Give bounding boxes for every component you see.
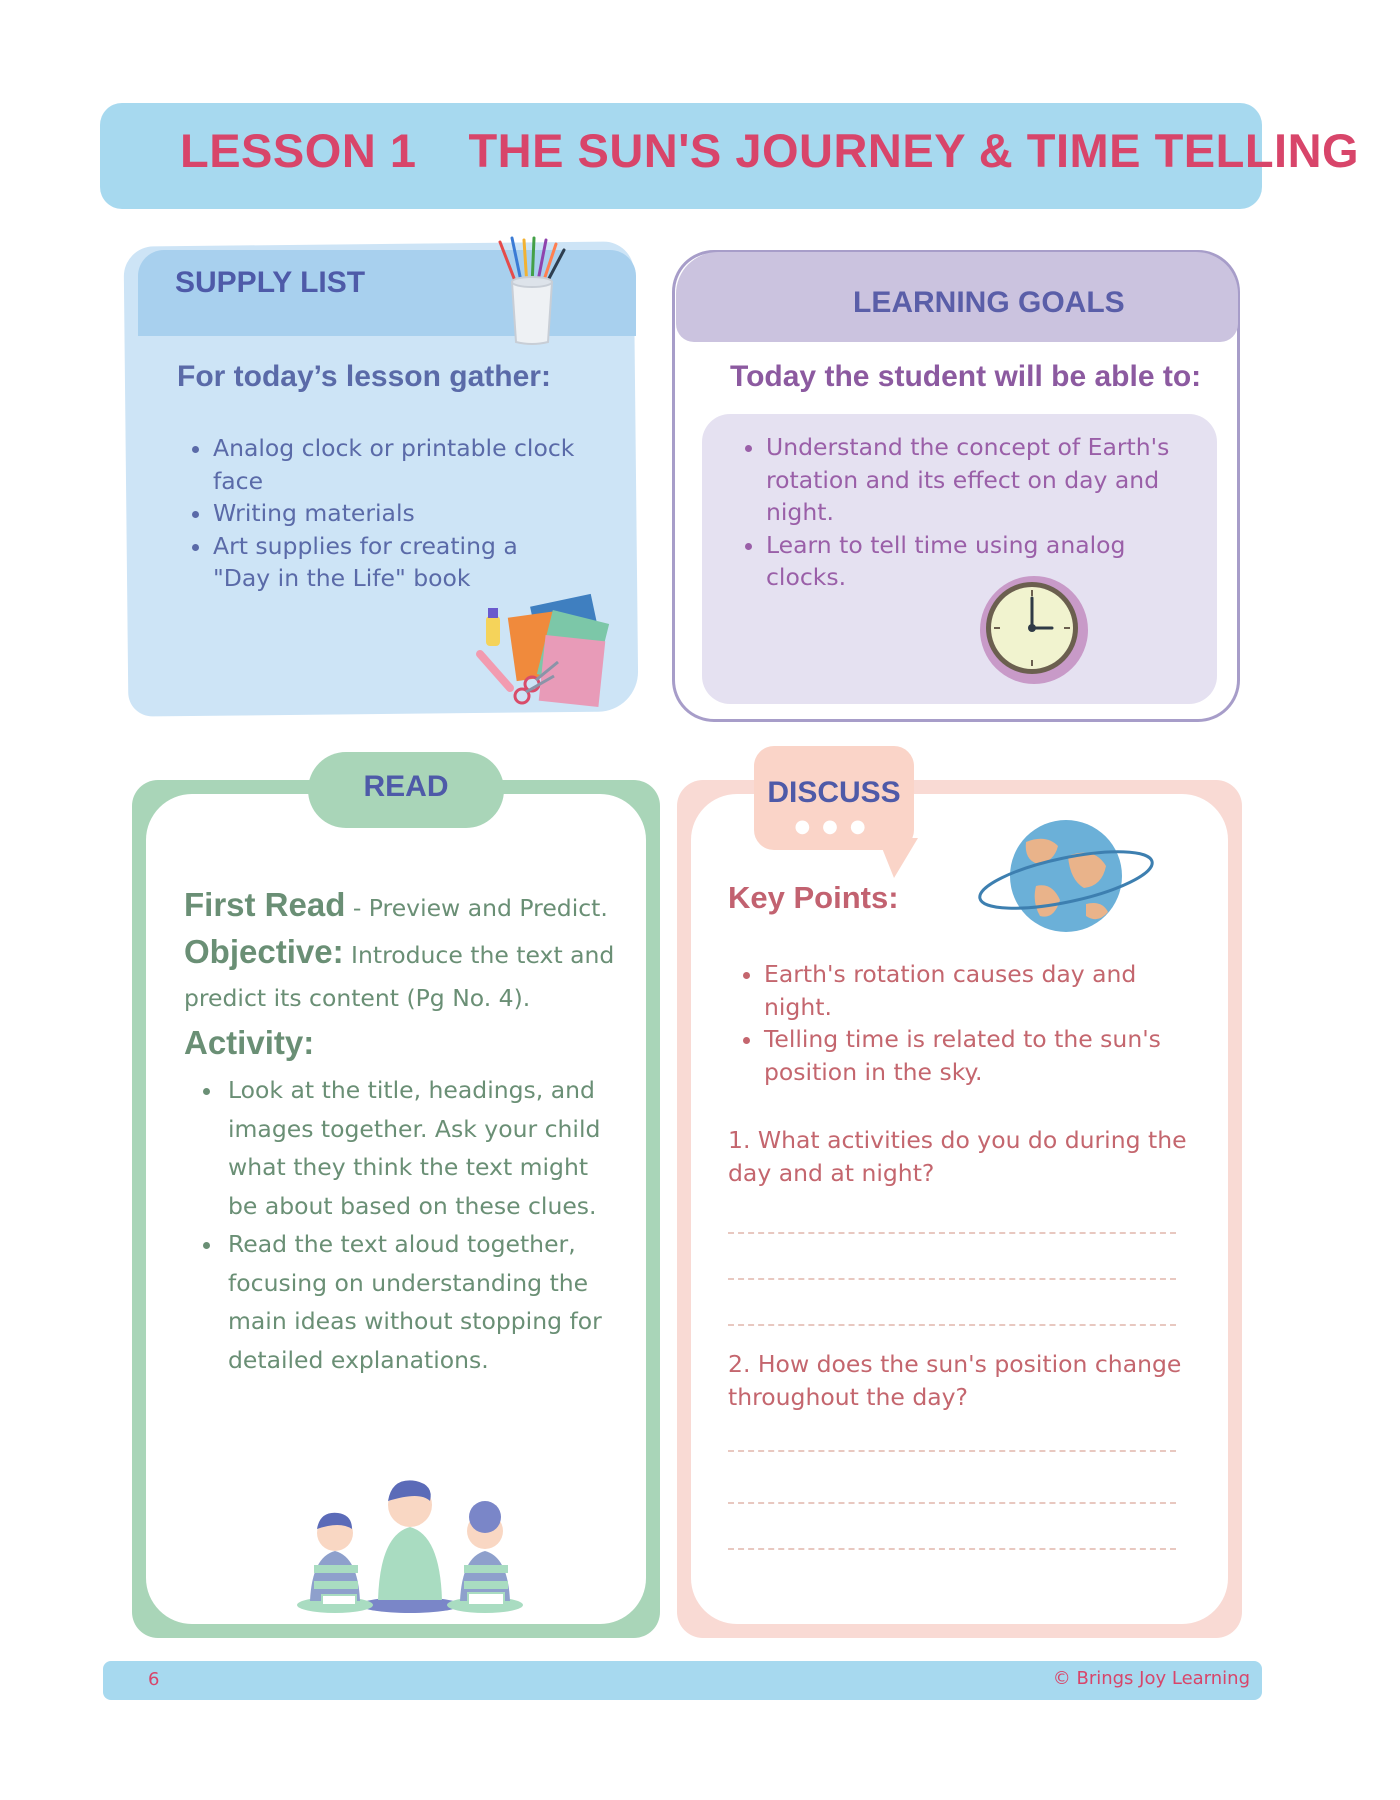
activity-item: • Look at the title, headings, and images together. Ask your child what they think the text might be about based on these clues. — [224, 1071, 624, 1225]
activity-item: • Read the text aloud together, focusing on understanding the main ideas without stopping for detailed explanations. — [224, 1225, 624, 1379]
title-banner — [100, 103, 1360, 209]
speech-dots-icon: ●●● — [794, 816, 878, 837]
key-points-list — [726, 958, 1196, 1088]
learning-goal-item: • Understand the concept of Earth's rotation and its effect on day and night. — [766, 431, 1188, 529]
answer-line[interactable] — [728, 1502, 1176, 1504]
learning-goals-subheading: Today the student will be able to: — [730, 360, 1202, 393]
supply-item: • Writing materials — [213, 497, 575, 530]
activity-list — [184, 1071, 624, 1379]
answer-line[interactable] — [728, 1232, 1176, 1234]
key-points-heading: Key Points: — [728, 880, 899, 915]
learning-goals-list — [728, 431, 1188, 594]
copyright-text: © Brings Joy Learning — [1052, 1668, 1250, 1689]
lesson-title: THE SUN'S JOURNEY & TIME TELLING — [468, 124, 1360, 177]
answer-line[interactable] — [728, 1450, 1176, 1452]
key-point-item: • Telling time is related to the sun's position in the sky. — [764, 1023, 1196, 1088]
learning-goal-item: • Learn to tell time using analog clocks. — [766, 529, 1188, 594]
discussion-question: 1. What activities do you do during the day and at night? — [728, 1126, 1187, 1187]
craft-supplies-icon — [474, 592, 614, 712]
pencil-cup-icon — [492, 236, 572, 346]
objective-text: Introduce the text and predict its content (Pg No. 4). — [184, 941, 615, 1012]
discussion-question: 2. How does the sun's position change throughout the day? — [728, 1350, 1182, 1411]
key-point-item: • Earth's rotation causes day and night. — [764, 958, 1196, 1023]
first-read-label: First Read — [184, 886, 346, 923]
answer-line[interactable] — [728, 1324, 1176, 1326]
answer-line[interactable] — [728, 1278, 1176, 1280]
page-title — [180, 123, 1359, 178]
supply-list-heading: SUPPLY LIST — [175, 266, 366, 299]
discuss-label: DISCUSS — [767, 776, 901, 809]
supply-item: • Art supplies for creating a "Day in the Life" book — [213, 530, 575, 595]
lesson-number: LESSON 1 — [180, 124, 417, 177]
wall-clock-icon — [978, 574, 1090, 686]
first-read-text: - Preview and Predict. — [345, 894, 608, 922]
read-content — [184, 884, 624, 1379]
objective-label: Objective: — [184, 933, 344, 970]
globe-icon — [976, 816, 1156, 936]
page-number: 6 — [148, 1669, 160, 1690]
supply-list — [175, 432, 575, 595]
read-label: READ — [363, 770, 449, 803]
activity-label: Activity: — [184, 1024, 315, 1061]
supply-list-subheading: For today’s lesson gather: — [177, 360, 551, 393]
supply-item: • Analog clock or printable clock face — [213, 432, 575, 497]
learning-goals-heading: LEARNING GOALS — [853, 286, 1125, 319]
family-reading-illustration — [280, 1465, 540, 1615]
answer-line[interactable] — [728, 1548, 1176, 1550]
